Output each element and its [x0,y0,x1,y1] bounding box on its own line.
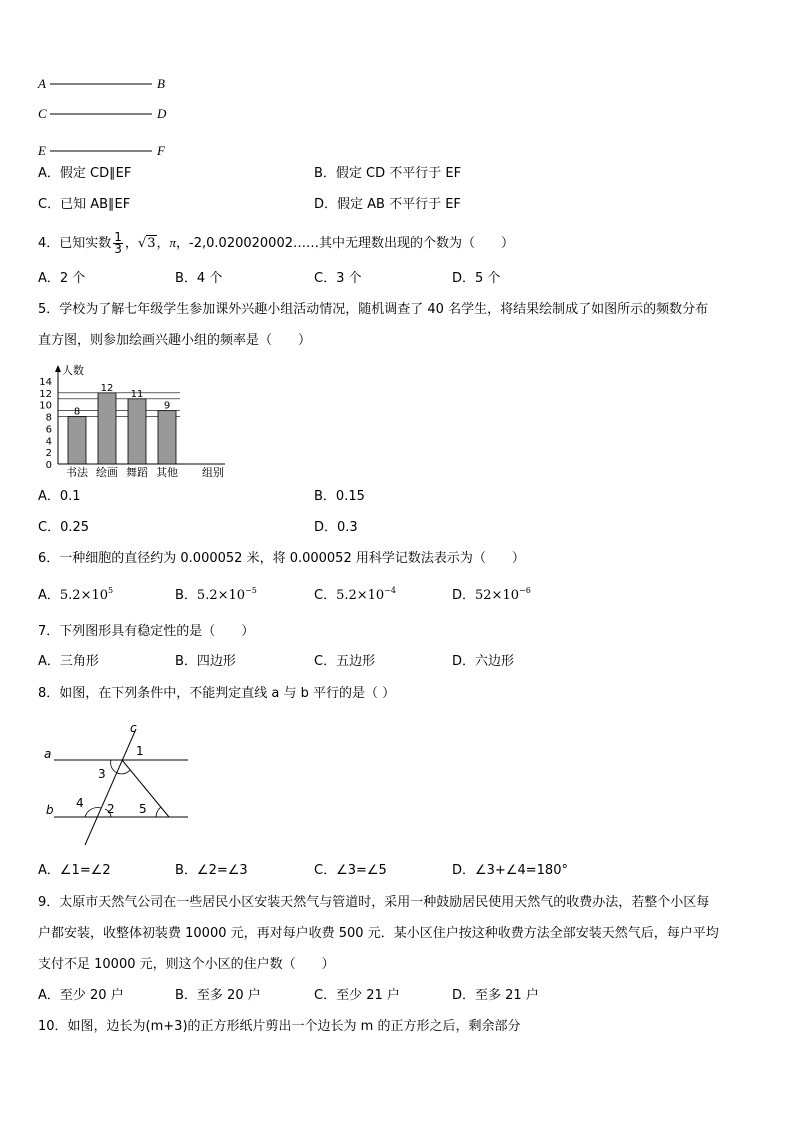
q7-option-b[interactable]: B．四边形 [175,654,236,669]
q9-option-b[interactable]: B．至多 20 户 [175,988,261,1003]
bar-其他 [158,411,176,464]
q9-stem-line2: 户都安装，收整体初装费 10000 元，再对每户收费 500 元．某小区住户按这种收费方法全部安装天然气后，每户平均 [38,926,719,941]
q4-option-a[interactable]: A．2 个 [38,271,86,286]
x-axis-label: 组别 [202,466,224,479]
y-tick-label: 14 [39,377,52,388]
bar-value-label: 9 [163,400,171,412]
q4-option-b[interactable]: B．4 个 [175,271,223,286]
point-label-c: C [38,106,47,121]
q4-option-d[interactable]: D．5 个 [452,271,501,286]
q5-option-a[interactable]: A．0.1 [38,489,81,504]
bar-value-label: 11 [130,388,144,400]
point-label-a: A [38,76,46,91]
angle-label-1: 1 [136,744,144,758]
category-labels [66,465,178,479]
category-label: 书法 [66,466,88,479]
q9-stem-line1: 9．太原市天然气公司在一些居民小区安装天然气与管道时，采用一种鼓励居民使用天然气的收费办法，若整个小区每 [38,895,710,910]
y-tick-label: 10 [39,400,52,412]
q5-stem-line2: 直方图，则参加绘画兴趣小组的频率是（ ） [38,333,312,348]
bar-书法 [68,417,86,464]
q3-option-c[interactable]: C．已知 AB∥EF [38,197,131,212]
point-label-f: F [157,143,165,158]
q3-option-b[interactable]: B．假定 CD 不平行于 EF [314,166,462,181]
label-c: c [130,721,137,735]
point-label-e: E [38,143,46,158]
q8-stem: 8．如图，在下列条件中，不能判定直线 a 与 b 平行的是（ ） [38,686,396,701]
y-tick-label: 6 [45,424,52,436]
q9-option-d[interactable]: D．至多 21 户 [452,988,539,1003]
q6-option-a[interactable]: A．$5.2\times 10^5$ [38,586,114,603]
category-label: 舞蹈 [126,466,148,479]
q7-stem: 7．下列图形具有稳定性的是（ ） [38,624,255,639]
q8-option-a[interactable]: A．∠1=∠2 [38,863,111,878]
point-label-b: B [157,76,165,91]
q4-option-c[interactable]: C．3 个 [314,271,362,286]
y-axis-label: 人数 [62,364,84,377]
q9-stem-line3: 支付不足 10000 元，则这个小区的住户数（ ） [38,957,335,972]
label-a: a [44,747,52,761]
point-label-d: D [157,106,167,121]
q5-option-b[interactable]: B．0.15 [314,489,365,504]
y-axis-arrow [55,365,61,372]
q5-option-c[interactable]: C．0.25 [38,520,90,535]
y-tick-label: 12 [39,388,52,400]
q7-option-a[interactable]: A．三角形 [38,654,99,669]
y-tick-label: 2 [45,448,52,460]
q6-option-b[interactable]: B．$5.2\times 10^{-5}$ [175,586,257,603]
q6-option-d[interactable]: D．$52\times 10^{-6}$ [452,586,531,603]
q3-option-a[interactable]: A．假定 CD∥EF [38,166,132,181]
label-b: b [46,803,54,817]
sqrt-three: √3 [137,236,156,251]
category-label: 其他 [156,466,178,479]
q7-option-d[interactable]: D．六边形 [452,654,515,669]
line-c [85,729,136,845]
q9-option-c[interactable]: C．至少 21 户 [314,988,400,1003]
q10-stem-line1: 10．如图，边长为(m+3)的正方形纸片剪出一个边长为 m 的正方形之后，剩余部分 [38,1019,521,1034]
bar-value-label: 12 [100,382,114,394]
q6-option-c[interactable]: C．$5.2\times 10^{-4}$ [314,586,396,603]
q3-option-d[interactable]: D．假定 AB 不平行于 EF [314,197,461,212]
bars [68,383,176,464]
parallel-lines-figure [30,70,230,170]
q8-option-d[interactable]: D．∠3+∠4=180° [452,863,568,878]
q6-stem: 6．一种细胞的直径约为 0.000052 米，将 0.000052 用科学记数法表示为（ ） [38,551,525,566]
angle-label-2: 2 [107,802,115,816]
pi-symbol: π [169,235,177,250]
q4-stem: 4．已知实数 $\frac{1}{3}$ ，√3，π，-2,0.020020002……其中无理数出现的个数为（ ） [38,230,514,256]
q7-option-c[interactable]: C．五边形 [314,654,376,669]
transversal-figure [38,718,218,848]
y-tick-labels [39,377,52,471]
q9-option-a[interactable]: A．至少 20 户 [38,988,124,1003]
y-tick-label: 8 [45,412,52,424]
fraction-one-third: $\frac{1}{3}$ [114,230,122,256]
angle-label-4: 4 [76,796,84,810]
q5-option-d[interactable]: D．0.3 [314,520,358,535]
bar-绘画 [98,393,116,464]
angle-5-arc [156,807,161,817]
angle-4-arc [85,808,101,817]
q8-option-c[interactable]: C．∠3=∠5 [314,863,387,878]
category-label: 绘画 [96,466,118,479]
bar-value-label: 8 [73,406,81,418]
angle-label-3: 3 [98,767,106,781]
y-tick-label: 0 [45,460,52,471]
angle-label-5: 5 [139,802,147,816]
frequency-histogram-chart [30,360,240,485]
q5-stem-line1: 5．学校为了解七年级学生参加课外兴趣小组活动情况，随机调查了 40 名学生，将结果绘制成了如图所示的频数分布 [38,302,709,317]
y-tick-label: 4 [45,436,52,448]
q8-option-b[interactable]: B．∠2=∠3 [175,863,248,878]
bar-舞蹈 [128,399,146,464]
